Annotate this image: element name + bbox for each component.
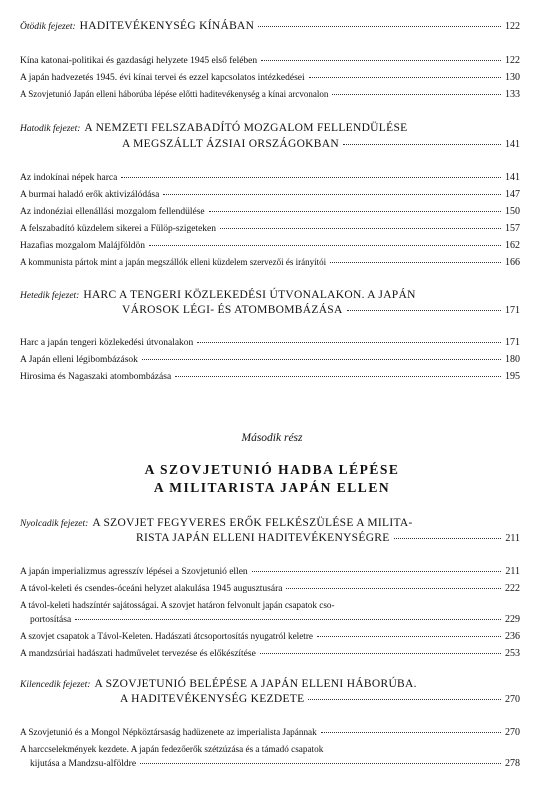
chapter-title: A SZOVJET FEGYVERES ERŐK FELKÉSZÜLÉSE A MILITA-: [92, 517, 413, 529]
chapter-5-heading: [20, 20, 520, 32]
page-number: 122: [505, 55, 520, 66]
page-number: 133: [505, 89, 520, 100]
chapter-6-heading: [20, 122, 520, 134]
leader-dots: [347, 310, 501, 311]
toc-entry: [20, 354, 520, 365]
chapter-7-heading-cont: [122, 304, 520, 316]
toc-entry: [20, 727, 520, 738]
leader-dots: [332, 94, 501, 95]
toc-entry-cont: [30, 758, 520, 769]
leader-dots: [309, 77, 501, 78]
chapter-title: HARC A TENGERI KÖZLEKEDÉSI ÚTVONALAKON. A JAPÁN: [83, 289, 416, 301]
page-number: 211: [505, 533, 520, 544]
part-title: A MILITARISTA JAPÁN ELLEN: [153, 480, 391, 495]
chapter-label: Hetedik fejezet:: [20, 291, 80, 301]
leader-dots: [394, 538, 502, 539]
page-number: 171: [505, 337, 520, 348]
chapter-9-heading: [20, 678, 520, 690]
toc-entry-cont: [30, 614, 520, 625]
toc-entry: [20, 240, 520, 251]
chapter-title: HADITEVÉKENYSÉG KÍNÁBAN: [79, 20, 255, 32]
toc-entry: [20, 223, 520, 234]
leader-dots: [317, 636, 501, 637]
leader-dots: [75, 619, 501, 620]
chapter-label: Ötödik fejezet:: [20, 22, 76, 32]
entry-title: A japán hadvezetés 1945. évi kínai tervei és ezzel kapcsolatos intézkedései: [20, 73, 305, 83]
toc-entry: [20, 89, 520, 100]
toc-entry: [20, 257, 520, 268]
chapter-label: Kilencedik fejezet:: [20, 680, 91, 690]
leader-dots: [321, 732, 501, 733]
entry-title: Harc a japán tengeri közlekedési útvonalakon: [20, 338, 194, 348]
entry-title: A távol-keleti hadszíntér sajátosságai. A szovjet határon felvonult japán csapatok cso-: [20, 600, 335, 610]
entry-title: Hirosima és Nagaszaki atombombázása: [20, 372, 172, 382]
page-number: 270: [505, 727, 520, 738]
entry-title: A Japán elleni légibombázások: [20, 355, 138, 365]
toc-entry: [20, 744, 520, 754]
page-number: 195: [505, 371, 520, 382]
entry-title: A felszabadító küzdelem sikerei a Fülöp-szigeteken: [20, 224, 217, 234]
part-title: A SZOVJETUNIÓ HADBA LÉPÉSE: [144, 462, 400, 477]
toc-entry: [20, 566, 520, 577]
entry-title: Kína katonai-politikai és gazdasági helyzete 1945 első felében: [20, 56, 258, 66]
leader-dots: [149, 245, 501, 246]
leader-dots: [286, 588, 501, 589]
toc-entry: [20, 206, 520, 217]
toc-entry: [20, 648, 520, 659]
entry-title: A Szovjetunió és a Mongol Népköztársaság hadüzenete az imperialista Japánnak: [20, 727, 317, 737]
page-number: 122: [505, 21, 520, 32]
entry-title: A Szovjetunió Japán elleni háborúba lépése előtti haditevékenység a kínai arcvonalon: [20, 89, 329, 99]
chapter-7-heading: [20, 289, 520, 301]
chapter-title: A SZOVJETUNIÓ BELÉPÉSE A JAPÁN ELLENI HÁBORÚBA.: [94, 678, 417, 690]
chapter-title: A NEMZETI FELSZABADÍTÓ MOZGALOM FELLENDÜLÉSE: [84, 122, 408, 134]
entry-title: A burmai haladó erők aktivizálódása: [20, 190, 160, 200]
page-number: 157: [505, 223, 520, 234]
page-number: 270: [505, 694, 520, 705]
toc-entry: [20, 371, 520, 382]
page-number: 171: [505, 305, 520, 316]
leader-dots: [121, 177, 501, 178]
leader-dots: [142, 359, 501, 360]
entry-title: A harccselekmények kezdete. A japán fedezőerők szétzúzása és a támadó csapatok: [20, 744, 324, 754]
leader-dots: [209, 211, 501, 212]
leader-dots: [175, 376, 501, 377]
toc-entry: [20, 72, 520, 83]
page-number: 211: [505, 566, 520, 577]
leader-dots: [343, 144, 501, 145]
chapter-title: RISTA JAPÁN ELLENI HADITEVÉKENYSÉGRE: [136, 532, 390, 544]
toc-entry: [20, 583, 520, 594]
page-number: 166: [505, 257, 520, 268]
entry-title: A japán imperializmus agresszív lépései a Szovjetunió ellen: [20, 567, 248, 577]
chapter-8-heading: [20, 517, 520, 529]
page-number: 130: [505, 72, 520, 83]
page-number: 253: [505, 648, 520, 659]
toc-entry: [20, 55, 520, 66]
chapter-title: A HADITEVÉKENYSÉG KEZDETE: [120, 693, 305, 705]
toc-entry: [20, 337, 520, 348]
entry-title: A szovjet csapatok a Távol-Keleten. Hadászati átcsoportosítás nyugatról keletre: [20, 631, 313, 641]
entry-title-cont: portosítása: [30, 615, 72, 625]
part-label: Második rész: [241, 432, 303, 444]
page-number: 229: [505, 614, 520, 625]
chapter-label: Nyolcadik fejezet:: [20, 519, 89, 529]
page-number: 278: [505, 758, 520, 769]
entry-title: A mandzsúriai hadászati hadművelet tervezése és előkészítése: [20, 649, 256, 659]
leader-dots: [260, 653, 501, 654]
entry-title-cont: kijutása a Mandzsu-alföldre: [30, 759, 137, 769]
chapter-title: VÁROSOK LÉGI- ÉS ATOMBOMBÁZÁSA: [122, 304, 343, 316]
leader-dots: [252, 571, 502, 572]
page-number: 162: [505, 240, 520, 251]
chapter-9-heading-cont: [120, 693, 520, 705]
leader-dots: [220, 228, 501, 229]
leader-dots: [261, 60, 501, 61]
entry-title: A távol-keleti és csendes-óceáni helyzet alakulása 1945 augusztusára: [20, 584, 283, 594]
entry-title: Hazafias mozgalom Malájföldön: [20, 241, 146, 251]
toc-entry: [20, 189, 520, 200]
chapter-label: Hatodik fejezet:: [20, 124, 81, 134]
toc-entry: [20, 172, 520, 183]
toc-entry: [20, 631, 520, 642]
page-number: 147: [505, 189, 520, 200]
page-number: 150: [505, 206, 520, 217]
chapter-title: A MEGSZÁLLT ÁZSIAI ORSZÁGOKBAN: [122, 138, 339, 150]
leader-dots: [330, 262, 501, 263]
page-number: 222: [505, 583, 520, 594]
leader-dots: [163, 194, 501, 195]
chapter-6-heading-cont: [122, 138, 520, 150]
chapter-8-heading-cont: [136, 532, 520, 544]
entry-title: A kommunista pártok mint a japán megszállók elleni küzdelem szervezői és irányítói: [20, 257, 327, 267]
leader-dots: [258, 26, 501, 27]
leader-dots: [197, 342, 501, 343]
entry-title: Az indonéziai ellenállási mozgalom fellendülése: [20, 207, 205, 217]
page-number: 180: [505, 354, 520, 365]
leader-dots: [308, 699, 501, 700]
toc-entry: [20, 600, 520, 610]
entry-title: Az indokínai népek harca: [20, 173, 118, 183]
page-number: 141: [505, 139, 520, 150]
leader-dots: [140, 763, 501, 764]
page-number: 236: [505, 631, 520, 642]
page-number: 141: [505, 172, 520, 183]
